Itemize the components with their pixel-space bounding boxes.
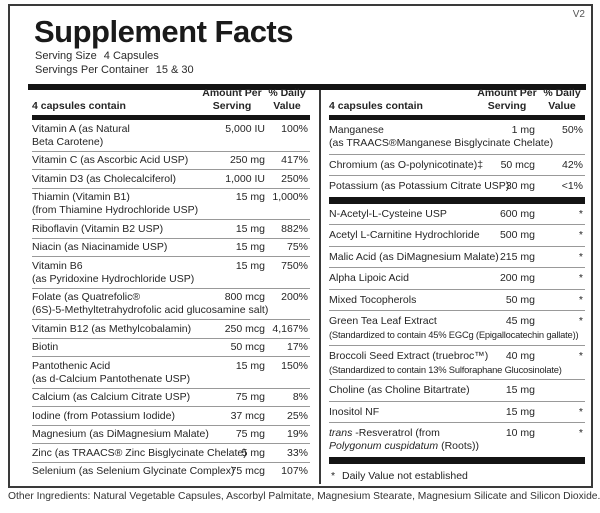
section-divider-bar <box>329 197 585 204</box>
nutrient-daily-value: 42% <box>561 158 583 171</box>
nutrient-name: Iodine (from Potassium Iodide) <box>32 409 175 422</box>
footnote-text: Daily Value not established <box>342 469 468 482</box>
right-column-header <box>329 87 585 120</box>
right-column <box>329 87 585 483</box>
nutrient-amount: 215 mg <box>499 250 535 263</box>
nutrient-daily-value: 1,000% <box>272 191 308 203</box>
nutrient-amount: 75 mcg <box>230 465 265 477</box>
nutrient-row <box>329 423 585 457</box>
nutrient-amount: 500 mg <box>499 229 535 241</box>
nutrient-row <box>329 346 585 381</box>
nutrient-row <box>32 152 310 171</box>
nutrient-name: Zinc (as TRAACS® Zinc Bisglycinate Chelate) <box>32 446 247 459</box>
nutrient-name: Folate (as Quatrefolic® <box>32 291 141 303</box>
nutrient-row <box>32 189 310 221</box>
nutrient-amount: 75 mg <box>235 391 265 403</box>
supplement-facts-panel <box>8 4 593 488</box>
footnote-asterisk: * <box>331 469 336 482</box>
nutrient-row <box>329 311 585 346</box>
nutrient-amount: 15 mg <box>235 191 265 203</box>
nutrient-name: Green Tea Leaf Extract <box>329 315 437 327</box>
nutrient-daily-value: 250% <box>281 172 308 185</box>
nutrient-amount: 1 mg <box>511 124 535 136</box>
left-column <box>32 87 310 480</box>
nutrient-daily-value: * <box>578 207 583 220</box>
nutrient-amount: 15 mg <box>235 222 265 235</box>
nutrient-amount: 250 mg <box>229 154 265 166</box>
nutrient-row <box>32 339 310 358</box>
nutrient-name: Vitamin C (as Ascorbic Acid USP) <box>32 154 189 166</box>
nutrient-name-line2: (6S)-5-Methyltetrahydrofolic acid glucosamine salt) <box>32 304 269 316</box>
nutrient-amount: 50 mcg <box>230 341 265 353</box>
nutrient-amount: 600 mg <box>499 207 535 220</box>
nutrient-row <box>329 176 585 197</box>
column-header-dv: % Daily Value <box>543 87 581 112</box>
nutrient-daily-value: 50% <box>561 124 583 136</box>
nutrient-name: Broccoli Seed Extract (truebroc™) <box>329 349 489 362</box>
nutrient-name: Mixed Tocopherols <box>329 293 417 306</box>
nutrient-name: Alpha Lipoic Acid <box>329 272 409 284</box>
nutrient-row <box>32 389 310 408</box>
nutrient-name: Vitamin A (as Natural <box>32 122 130 135</box>
nutrient-name-line2: (Standardized to contain 13% Sulforaphane Glucosinolate) <box>329 363 562 375</box>
nutrient-daily-value: 882% <box>281 222 308 235</box>
serving-info <box>35 49 194 77</box>
nutrient-name: Chromium (as O-polynicotinate)‡ <box>329 158 484 171</box>
nutrient-amount: 45 mg <box>505 315 535 327</box>
page-title: Supplement Facts <box>34 14 293 49</box>
nutrient-daily-value: 75% <box>286 241 308 253</box>
nutrient-row <box>329 402 585 424</box>
nutrient-amount: 15 mg <box>505 405 535 418</box>
nutrient-daily-value: * <box>578 272 583 284</box>
nutrient-name: Vitamin B6 <box>32 259 83 272</box>
nutrient-daily-value: * <box>578 250 583 263</box>
nutrient-row <box>32 320 310 339</box>
nutrient-row <box>32 444 310 463</box>
nutrient-amount: 15 mg <box>505 384 535 396</box>
column-divider <box>319 90 321 484</box>
nutrient-row <box>32 407 310 426</box>
nutrient-row <box>329 380 585 402</box>
nutrient-daily-value: 417% <box>281 154 308 166</box>
nutrient-name: Magnesium (as DiMagnesium Malate) <box>32 428 209 440</box>
nutrient-amount: 200 mg <box>499 272 535 284</box>
nutrient-daily-value: * <box>578 427 583 439</box>
nutrient-row <box>32 289 310 321</box>
left-column-header <box>32 87 310 120</box>
nutrient-amount: 40 mg <box>505 349 535 362</box>
nutrient-daily-value: * <box>578 405 583 418</box>
nutrient-row <box>32 220 310 239</box>
nutrient-name: Riboflavin (Vitamin B2 USP) <box>32 222 164 235</box>
nutrient-amount: 5 mg <box>241 446 265 459</box>
nutrient-name-line2: (from Thiamine Hydrochloride USP) <box>32 204 199 216</box>
nutrient-name: Vitamin D3 (as Cholecalciferol) <box>32 172 176 185</box>
nutrient-daily-value: 8% <box>292 391 308 403</box>
nutrient-amount: 75 mg <box>235 428 265 440</box>
nutrient-daily-value: 150% <box>281 359 308 372</box>
column-header-dv: % Daily Value <box>268 87 306 112</box>
section-divider-bar <box>329 457 585 464</box>
nutrient-row <box>329 268 585 290</box>
nutrient-name-line2: (as TRAACS®Manganese Bisglycinate Chelate) <box>329 137 554 149</box>
nutrient-name-line2: (as d-Calcium Pantothenate USP) <box>32 372 191 385</box>
nutrient-row <box>32 170 310 189</box>
nutrient-name: Niacin (as Niacinamide USP) <box>32 241 168 253</box>
nutrient-name: Acetyl L-Carnitine Hydrochloride <box>329 229 480 241</box>
nutrient-name: Choline (as Choline Bitartrate) <box>329 384 470 396</box>
nutrient-amount: 15 mg <box>235 359 265 372</box>
nutrient-daily-value: 750% <box>281 259 308 272</box>
nutrient-name: Manganese <box>329 124 384 136</box>
nutrient-name: Pantothenic Acid <box>32 359 111 372</box>
nutrient-name-line2: (Standardized to contain 45% EGCg (Epigallocatechin gallate)) <box>329 329 579 340</box>
nutrient-name-line2: Polygonum cuspidatum (Roots)) <box>329 440 479 452</box>
nutrient-name-line2: Beta Carotene) <box>32 135 104 148</box>
nutrient-name: trans -Resveratrol (from <box>329 427 440 439</box>
nutrient-row <box>32 463 310 481</box>
servings-per-container-label: Servings Per Container <box>35 64 149 76</box>
nutrient-name-line2: (as Pyridoxine Hydrochloride USP) <box>32 272 195 285</box>
nutrient-daily-value: 19% <box>286 428 308 440</box>
nutrient-name: Malic Acid (as DiMagnesium Malate) <box>329 250 499 263</box>
nutrient-name: Inositol NF <box>329 405 380 418</box>
nutrient-daily-value: 4,167% <box>272 322 308 335</box>
nutrient-row <box>32 426 310 445</box>
nutrient-amount: 1,000 IU <box>225 172 265 185</box>
nutrient-daily-value: * <box>578 315 583 327</box>
nutrient-name: Calcium (as Calcium Citrate USP) <box>32 391 191 403</box>
version-label: V2 <box>572 9 585 20</box>
nutrient-row <box>329 290 585 312</box>
column-header-amount: Amount Per Serving <box>477 87 537 112</box>
nutrient-daily-value: 200% <box>281 291 308 303</box>
nutrient-amount: 15 mg <box>235 241 265 253</box>
nutrient-amount: 10 mg <box>505 427 535 439</box>
nutrient-amount: 37 mcg <box>230 409 265 422</box>
nutrient-name: N-Acetyl-L-Cysteine USP <box>329 207 447 220</box>
nutrient-row <box>329 247 585 269</box>
footnote <box>329 464 585 483</box>
nutrient-amount: 50 mcg <box>500 158 535 171</box>
nutrient-amount: 5,000 IU <box>225 122 265 135</box>
serving-size-value: 4 Capsules <box>103 50 159 62</box>
nutrient-row <box>32 120 310 152</box>
column-header-amount: Amount Per Serving <box>202 87 262 112</box>
nutrient-row <box>32 257 310 289</box>
nutrient-row <box>32 239 310 258</box>
nutrient-amount: 800 mcg <box>224 291 265 303</box>
nutrient-name: Vitamin B12 (as Methylcobalamin) <box>32 322 192 335</box>
other-ingredients-text: Other Ingredients: Natural Vegetable Capsules, Ascorbyl Palmitate, Magnesium Stearate, Magnesium Silicate and Silicon Dioxide. <box>8 491 600 502</box>
nutrient-amount: 30 mg <box>505 180 535 192</box>
nutrient-daily-value: * <box>578 229 583 241</box>
nutrient-amount: 50 mg <box>505 293 535 306</box>
nutrient-daily-value: 100% <box>281 122 308 135</box>
nutrient-row <box>329 120 585 155</box>
servings-per-container-value: 15 & 30 <box>155 64 194 76</box>
nutrient-daily-value: 33% <box>286 446 308 459</box>
nutrient-row <box>329 155 585 177</box>
nutrient-row <box>329 225 585 247</box>
nutrient-daily-value: * <box>578 349 583 362</box>
nutrient-daily-value: <1% <box>561 180 583 192</box>
nutrient-daily-value: * <box>578 293 583 306</box>
serving-size-label: Serving Size <box>35 50 97 62</box>
nutrient-row <box>329 204 585 226</box>
column-header-contain: 4 capsules contain <box>32 100 126 112</box>
nutrient-name: Potassium (as Potassium Citrate USP) <box>329 180 510 192</box>
nutrient-amount: 15 mg <box>235 259 265 272</box>
nutrient-name: Biotin <box>32 341 59 353</box>
nutrient-name: Thiamin (Vitamin B1) <box>32 191 130 203</box>
nutrient-row <box>32 357 310 389</box>
nutrient-daily-value: 25% <box>286 409 308 422</box>
nutrient-amount: 250 mcg <box>224 322 265 335</box>
nutrient-name: Selenium (as Selenium Glycinate Complex) <box>32 465 235 477</box>
nutrient-daily-value: 17% <box>286 341 308 353</box>
nutrient-daily-value: 107% <box>281 465 308 477</box>
column-header-contain: 4 capsules contain <box>329 100 423 112</box>
